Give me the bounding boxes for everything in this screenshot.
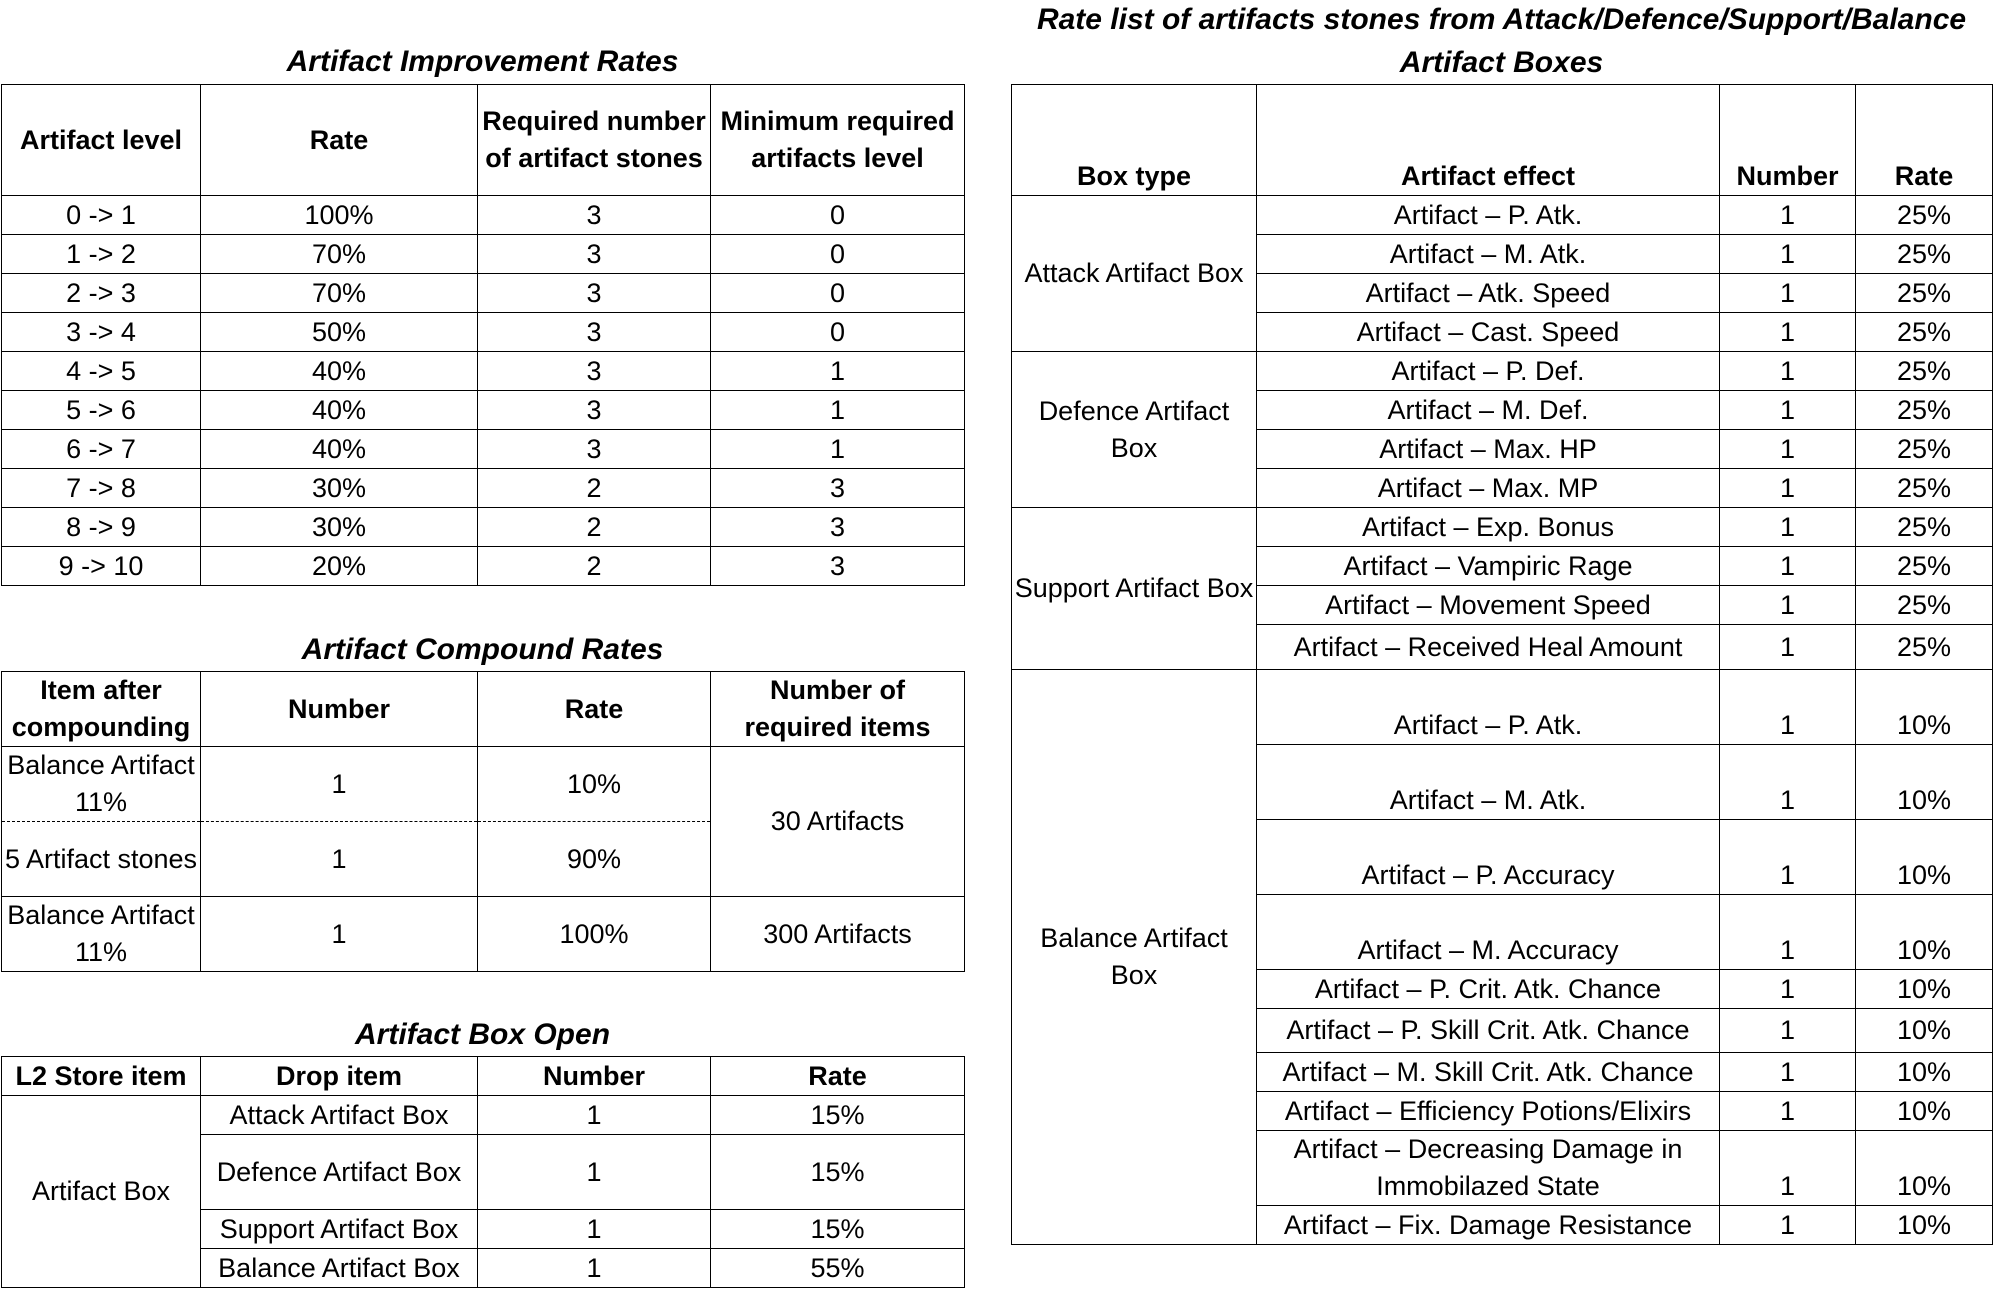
cell-number: 1 — [1720, 391, 1856, 430]
cell-level: 9 -> 10 — [2, 547, 201, 586]
cell-artifact-effect: Artifact – Received Heal Amount — [1257, 625, 1720, 670]
improvement-header-row — [2, 85, 965, 196]
cell-rate: 100% — [201, 196, 478, 235]
cell-artifact-effect: Artifact – Exp. Bonus — [1257, 508, 1720, 547]
stones-title-line2: Artifact Boxes — [1399, 46, 1604, 79]
compound-table — [1, 671, 965, 972]
cell-rate: 25% — [1856, 352, 1993, 391]
table-row — [2, 508, 965, 547]
table-row — [1012, 352, 1993, 391]
cell-drop-item: Balance Artifact Box — [201, 1249, 478, 1288]
cell-min-level: 3 — [711, 547, 965, 586]
box-open-header-row — [2, 1057, 965, 1096]
cell-number: 1 — [1720, 1092, 1856, 1131]
cell-artifact-effect: Artifact – P. Accuracy — [1257, 820, 1720, 895]
cell-number: 1 — [1720, 469, 1856, 508]
cell-stones: 3 — [478, 391, 711, 430]
cell-rate: 25% — [1856, 586, 1993, 625]
cell-rate: 25% — [1856, 430, 1993, 469]
cell-stones: 3 — [478, 196, 711, 235]
table-row — [2, 1096, 965, 1135]
cell-rate: 10% — [1856, 670, 1993, 745]
cell-rate: 25% — [1856, 469, 1993, 508]
cell-number: 1 — [478, 1249, 711, 1288]
cell-required-items: 300 Artifacts — [711, 897, 965, 972]
table-row — [2, 391, 965, 430]
header-rate: Rate — [201, 85, 478, 196]
header-artifact-effect: Artifact effect — [1257, 85, 1720, 196]
cell-artifact-effect: Artifact – P. Crit. Atk. Chance — [1257, 970, 1720, 1009]
cell-rate: 10% — [1856, 820, 1993, 895]
cell-min-level: 0 — [711, 313, 965, 352]
cell-number: 1 — [1720, 352, 1856, 391]
cell-rate: 10% — [1856, 970, 1993, 1009]
cell-artifact-effect: Artifact – Vampiric Rage — [1257, 547, 1720, 586]
cell-artifact-effect: Artifact – M. Atk. — [1257, 235, 1720, 274]
header-item-after: Item after compounding — [2, 672, 201, 747]
cell-artifact-effect: Artifact – P. Skill Crit. Atk. Chance — [1257, 1009, 1720, 1053]
cell-min-level: 0 — [711, 196, 965, 235]
cell-rate: 90% — [478, 822, 711, 897]
header-number: Number — [201, 672, 478, 747]
cell-number: 1 — [478, 1135, 711, 1210]
cell-level: 5 -> 6 — [2, 391, 201, 430]
cell-store-item: Artifact Box — [2, 1096, 201, 1288]
stones-title-line1: Rate list of artifacts stones from Attack/Defence/Support/Balance — [1036, 3, 1967, 36]
cell-number: 1 — [201, 747, 478, 822]
header-min-level: Minimum required artifacts level — [711, 85, 965, 196]
cell-rate: 10% — [1856, 745, 1993, 820]
cell-number: 1 — [1720, 1206, 1856, 1245]
cell-number: 1 — [1720, 430, 1856, 469]
table-row — [2, 274, 965, 313]
cell-stones: 2 — [478, 547, 711, 586]
improvement-table — [1, 84, 965, 586]
cell-stones: 3 — [478, 313, 711, 352]
cell-level: 0 -> 1 — [2, 196, 201, 235]
cell-stones: 3 — [478, 352, 711, 391]
cell-number: 1 — [1720, 235, 1856, 274]
cell-rate: 70% — [201, 235, 478, 274]
cell-rate: 15% — [711, 1096, 965, 1135]
cell-number: 1 — [1720, 547, 1856, 586]
cell-number: 1 — [1720, 274, 1856, 313]
cell-rate: 10% — [1856, 1131, 1993, 1206]
header-rate: Rate — [1856, 85, 1993, 196]
cell-rate: 100% — [478, 897, 711, 972]
box-open-title: Artifact Box Open — [354, 1018, 611, 1051]
cell-number: 1 — [1720, 196, 1856, 235]
cell-min-level: 0 — [711, 235, 965, 274]
cell-rate: 25% — [1856, 274, 1993, 313]
table-row — [1012, 508, 1993, 547]
cell-rate: 20% — [201, 547, 478, 586]
cell-level: 7 -> 8 — [2, 469, 201, 508]
cell-number: 1 — [1720, 1131, 1856, 1206]
cell-rate: 10% — [1856, 1206, 1993, 1245]
cell-rate: 10% — [1856, 895, 1993, 970]
cell-drop-item: Defence Artifact Box — [201, 1135, 478, 1210]
table-row — [2, 547, 965, 586]
compound-title: Artifact Compound Rates — [301, 633, 664, 666]
cell-artifact-effect: Artifact – M. Def. — [1257, 391, 1720, 430]
cell-number: 1 — [1720, 970, 1856, 1009]
cell-rate: 50% — [201, 313, 478, 352]
cell-stones: 3 — [478, 235, 711, 274]
header-store-item: L2 Store item — [2, 1057, 201, 1096]
stones-header-row — [1012, 85, 1993, 196]
cell-stones: 3 — [478, 274, 711, 313]
table-row — [2, 747, 965, 822]
cell-rate: 25% — [1856, 235, 1993, 274]
cell-min-level: 3 — [711, 508, 965, 547]
cell-rate: 55% — [711, 1249, 965, 1288]
cell-rate: 40% — [201, 352, 478, 391]
cell-min-level: 1 — [711, 352, 965, 391]
cell-artifact-effect: Artifact – P. Def. — [1257, 352, 1720, 391]
cell-artifact-effect: Artifact – Cast. Speed — [1257, 313, 1720, 352]
cell-number: 1 — [1720, 895, 1856, 970]
header-artifact-level: Artifact level — [2, 85, 201, 196]
box-open-table — [1, 1056, 965, 1288]
cell-rate: 30% — [201, 469, 478, 508]
cell-min-level: 1 — [711, 391, 965, 430]
cell-level: 8 -> 9 — [2, 508, 201, 547]
cell-number: 1 — [1720, 745, 1856, 820]
cell-rate: 70% — [201, 274, 478, 313]
cell-artifact-effect: Artifact – Efficiency Potions/Elixirs — [1257, 1092, 1720, 1131]
header-rate: Rate — [711, 1057, 965, 1096]
cell-number: 1 — [201, 822, 478, 897]
cell-rate: 10% — [1856, 1009, 1993, 1053]
cell-item: Balance Artifact 11% — [2, 897, 201, 972]
cell-box-type: Support Artifact Box — [1012, 508, 1257, 670]
cell-drop-item: Attack Artifact Box — [201, 1096, 478, 1135]
cell-level: 1 -> 2 — [2, 235, 201, 274]
cell-box-type: Defence Artifact Box — [1012, 352, 1257, 508]
cell-rate: 15% — [711, 1210, 965, 1249]
cell-level: 6 -> 7 — [2, 430, 201, 469]
cell-rate: 10% — [478, 747, 711, 822]
cell-box-type: Balance Artifact Box — [1012, 670, 1257, 1245]
cell-artifact-effect: Artifact – M. Skill Crit. Atk. Chance — [1257, 1053, 1720, 1092]
cell-number: 1 — [1720, 625, 1856, 670]
table-row — [1012, 670, 1993, 745]
cell-artifact-effect: Artifact – Movement Speed — [1257, 586, 1720, 625]
cell-rate: 30% — [201, 508, 478, 547]
table-row — [2, 313, 965, 352]
cell-rate: 10% — [1856, 1053, 1993, 1092]
cell-rate: 40% — [201, 391, 478, 430]
cell-number: 1 — [1720, 1053, 1856, 1092]
cell-box-type: Attack Artifact Box — [1012, 196, 1257, 352]
cell-artifact-effect: Artifact – Max. MP — [1257, 469, 1720, 508]
header-drop-item: Drop item — [201, 1057, 478, 1096]
cell-number: 1 — [1720, 1009, 1856, 1053]
cell-artifact-effect: Artifact – P. Atk. — [1257, 196, 1720, 235]
header-number: Number — [478, 1057, 711, 1096]
cell-number: 1 — [478, 1210, 711, 1249]
cell-stones: 2 — [478, 469, 711, 508]
cell-level: 4 -> 5 — [2, 352, 201, 391]
cell-level: 2 -> 3 — [2, 274, 201, 313]
cell-min-level: 0 — [711, 274, 965, 313]
stones-table — [1011, 84, 1993, 1245]
cell-artifact-effect: Artifact – Max. HP — [1257, 430, 1720, 469]
cell-number: 1 — [201, 897, 478, 972]
cell-rate: 15% — [711, 1135, 965, 1210]
cell-number: 1 — [478, 1096, 711, 1135]
table-row — [2, 469, 965, 508]
cell-rate: 25% — [1856, 313, 1993, 352]
cell-artifact-effect: Artifact – Fix. Damage Resistance — [1257, 1206, 1720, 1245]
cell-number: 1 — [1720, 670, 1856, 745]
improvement-title: Artifact Improvement Rates — [286, 45, 679, 78]
cell-artifact-effect: Artifact – Decreasing Damage in Immobilazed State — [1257, 1131, 1720, 1206]
cell-rate: 25% — [1856, 547, 1993, 586]
cell-number: 1 — [1720, 313, 1856, 352]
cell-stones: 2 — [478, 508, 711, 547]
cell-artifact-effect: Artifact – M. Atk. — [1257, 745, 1720, 820]
cell-number: 1 — [1720, 508, 1856, 547]
cell-number: 1 — [1720, 820, 1856, 895]
cell-item: 5 Artifact stones — [2, 822, 201, 897]
header-number: Number — [1720, 85, 1856, 196]
table-row — [2, 196, 965, 235]
table-row — [1012, 196, 1993, 235]
cell-rate: 25% — [1856, 508, 1993, 547]
table-row — [2, 897, 965, 972]
cell-stones: 3 — [478, 430, 711, 469]
cell-rate: 25% — [1856, 196, 1993, 235]
cell-number: 1 — [1720, 586, 1856, 625]
cell-rate: 25% — [1856, 391, 1993, 430]
cell-artifact-effect: Artifact – P. Atk. — [1257, 670, 1720, 745]
compound-header-row — [2, 672, 965, 747]
table-row — [2, 430, 965, 469]
cell-level: 3 -> 4 — [2, 313, 201, 352]
cell-rate: 10% — [1856, 1092, 1993, 1131]
header-required-items: Number of required items — [711, 672, 965, 747]
table-row — [2, 352, 965, 391]
header-required-stones: Required number of artifact stones — [478, 85, 711, 196]
cell-rate: 40% — [201, 430, 478, 469]
cell-drop-item: Support Artifact Box — [201, 1210, 478, 1249]
header-box-type: Box type — [1012, 85, 1257, 196]
cell-rate: 25% — [1856, 625, 1993, 670]
cell-artifact-effect: Artifact – Atk. Speed — [1257, 274, 1720, 313]
header-rate: Rate — [478, 672, 711, 747]
cell-artifact-effect: Artifact – M. Accuracy — [1257, 895, 1720, 970]
cell-required-items: 30 Artifacts — [711, 747, 965, 897]
cell-item: Balance Artifact 11% — [2, 747, 201, 822]
cell-min-level: 3 — [711, 469, 965, 508]
cell-min-level: 1 — [711, 430, 965, 469]
table-row — [2, 235, 965, 274]
